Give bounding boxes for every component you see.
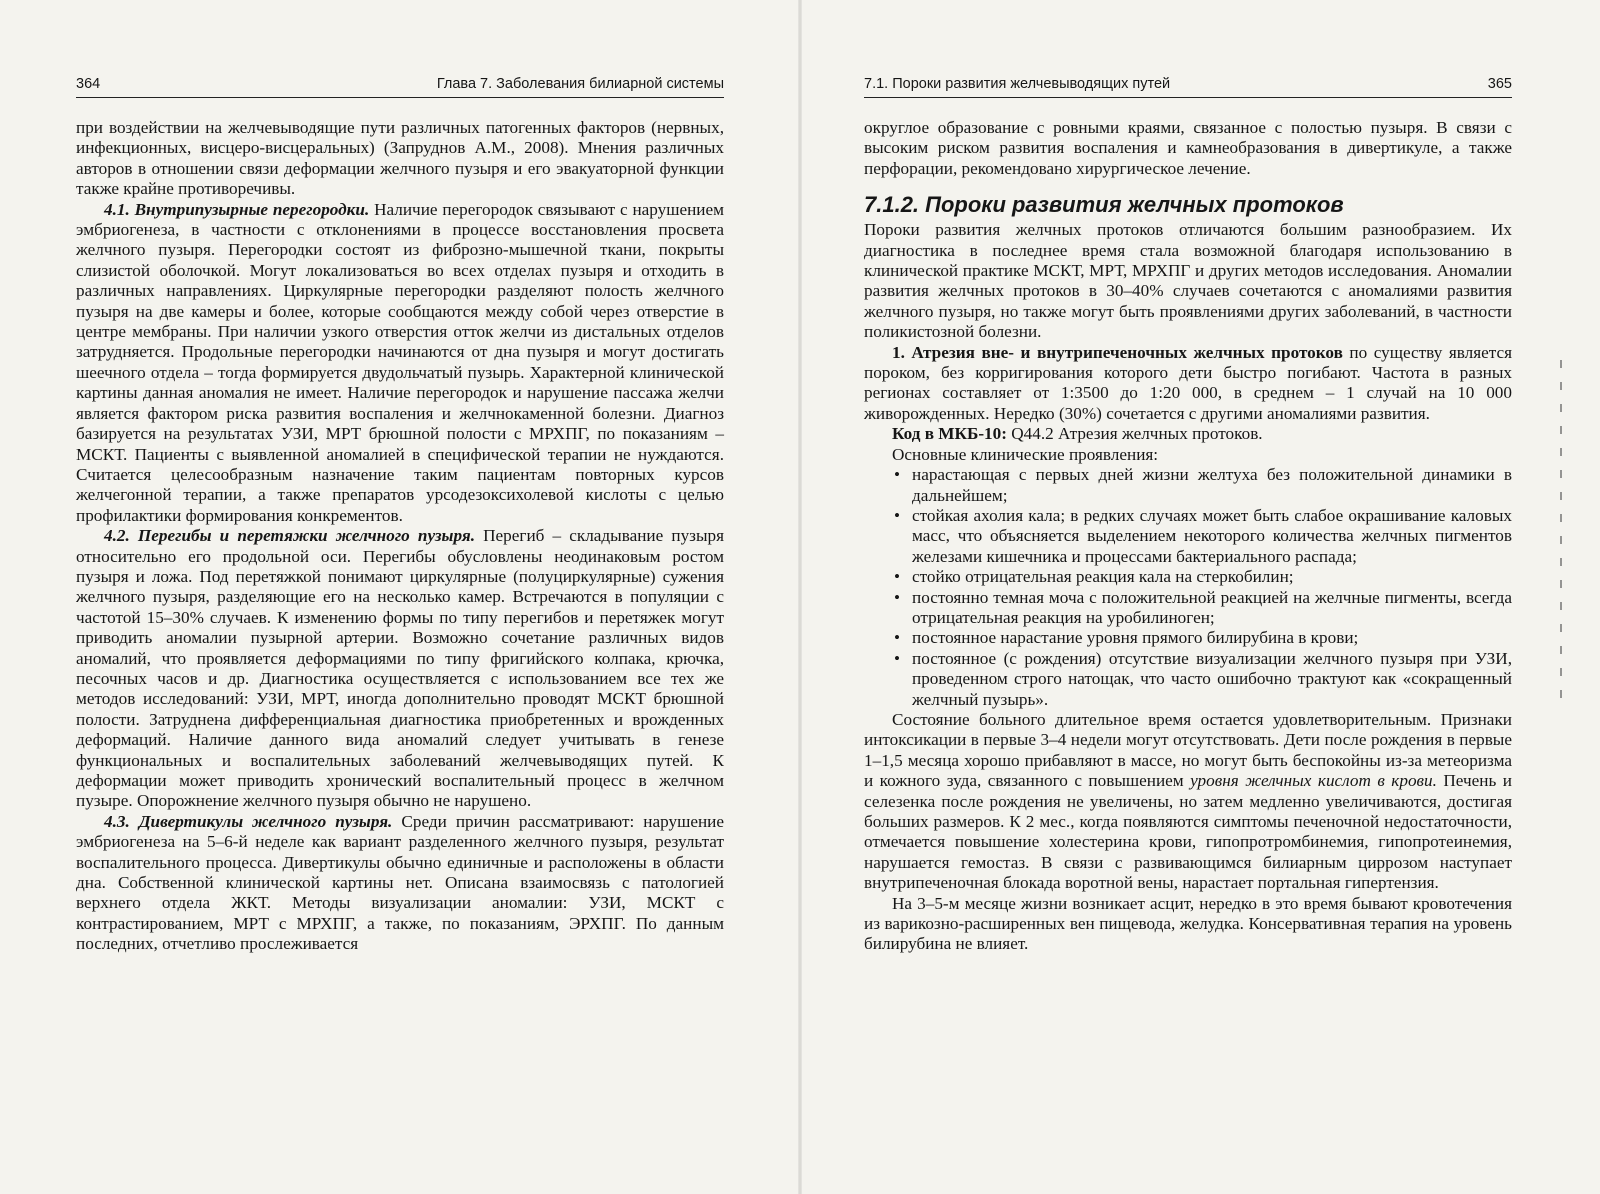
list-item-text: постоянно темная моча с положительной реакцией на желчные пигменты, всегда отрицательная реакция на уробилиноген; <box>912 587 1512 627</box>
list-item-text: стойкая ахолия кала; в редких случаях может быть слабое окрашивание каловых масс, что объясняется выделением некоторого количества желчных пигментов железами кишечника и процессами бактериального распада; <box>912 505 1512 566</box>
left-page-number: 364 <box>76 76 101 92</box>
left-page-body <box>76 118 724 955</box>
diverticula-text: Среди причин рассматривают: нарушение эмбриогенеза на 5–6-й неделе как вариант разделенного желчного пузыря, результат воспалительного процесса. Дивертикулы обычно единичные и расположены в области дна. Собственной клинической картины нет. Описана взаимосвязь с патологией верхнего отдела ЖКТ. Методы визуализации аномалии: УЗИ, МСКТ с контрастированием, МРТ с МРХПГ, а также, по показаниям, ЭРХПГ. По данным последних, отчетливо прослеживается <box>76 811 724 954</box>
icd-label: Код в МКБ-10: <box>892 424 1007 444</box>
list-item-text: стойко отрицательная реакция кала на стеркобилин; <box>912 567 1294 587</box>
continuation-paragraph: округлое образование с ровными краями, связанное с полостью пузыря. В связи с высоким риском развития воспаления и камнеобразования в дивертикуле, а также перфорации, рекомендовано хирургическое лечение. <box>864 118 1512 178</box>
septa-text: Наличие перегородок связывают с нарушением эмбриогенеза, в частности с отклонениями в процессе восстановления просвета желчного пузыря. Перегородки состоят из фиброзно-мышечной ткани, покрыты слизистой оболочкой. Могут локализоваться во всех отделах пузыря и отходить в различных направлениях. Циркулярные перегородки разделяют полость желчного пузыря на две камеры и более, которые сообщаются между собой через отверстие в центре мембраны. При наличии узкого отверстия отток желчи из дистальных отделов затрудняется. Продольные перегородки начинаются от дна пузыря и могут достигать шеечного отдела – тогда формируется двудольчатый пузырь. Характерной клинической картины данная аномалия не имеет. Наличие перегородок и нарушение пассажа желчи является фактором риска развития воспаления и желчнокаменной болезни. Диагноз базируется на результатах УЗИ, МРТ брюшной полости с МРХПГ, по показаниям – МСКТ. Пациенты с выявленной аномалией в специфической терапии не нуждаются. Считается целесообразным назначение таким пациентам повторных курсов желчегонной терапии, а также препаратов урсодезоксихолевой кислоты с целью профилактики формирования конкрементов. <box>76 199 725 525</box>
list-item <box>892 506 1512 567</box>
right-page-number: 365 <box>1487 76 1512 92</box>
patient-state-italic: уровня желчных кислот в крови. <box>1190 771 1437 791</box>
bullet-icon: • <box>894 505 901 525</box>
right-page <box>864 76 1512 955</box>
bullet-icon: • <box>894 648 901 668</box>
bullet-icon: • <box>894 628 901 648</box>
patient-state-text-b: Печень и селезенка после рождения не увеличены, но затем медленно увеличиваются, достигая больших размеров. К 2 мес., когда появляются симптомы печеночной недостаточности, отмечается повышение холестерина крови, гипопротромбинемия, гипопротеинемия, нарушается гемостаз. В связи с развивающимся билиарным циррозом наступает внутрипеченочная блокада воротной вены, нарастает портальная гипертензия. <box>864 771 1512 893</box>
list-item <box>892 465 1512 506</box>
book-gutter <box>798 0 802 1194</box>
symptom-list <box>864 465 1512 710</box>
patient-state-text-a: Состояние больного длительное время остается удовлетворительным. Признаки интоксикации в первые 3–4 недели могут отсутствовать. Дети после рождения в первые 1–1,5 месяца хорошо прибавляют в массе, но могут быть беспокойны из-за метеоризма и кожного зуда, связанного с повышением <box>864 709 1512 791</box>
kinks-paragraph <box>76 526 724 812</box>
septa-paragraph <box>76 200 724 527</box>
right-page-body <box>864 118 1512 955</box>
list-item-text: постоянное нарастание уровня прямого билирубина в крови; <box>912 628 1359 648</box>
left-page <box>76 76 724 955</box>
page-edge-mark <box>1560 360 1562 700</box>
list-item-text: нарастающая с первых дней жизни желтуха без положительной динамики в дальнейшем; <box>912 465 1512 505</box>
bullet-icon: • <box>894 567 901 587</box>
final-paragraph: На 3–5-м месяце жизни возникает асцит, нередко в это время бывают кровотечения из варикозно-расширенных вен пищевода, желудка. Консервативная терапия на уровень билирубина не влияет. <box>864 893 1512 954</box>
right-page-header <box>864 76 1512 98</box>
intro-paragraph: при воздействии на желчевыводящие пути различных патогенных факторов (нервных, инфекционных, висцеро-висцеральных) (Запруднов А.М., 2008). Мнения различных авторов в отношении связи деформации желчного пузыря и его эвакуаторной функции также крайне противоречивы. <box>76 118 724 199</box>
bullet-icon: • <box>894 465 901 485</box>
list-item <box>892 588 1512 629</box>
icd-value: Q44.2 Атрезия желчных протоков. <box>1006 424 1263 444</box>
section-heading: 7.1.2. Пороки развития желчных протоков <box>864 192 1344 218</box>
patient-state-paragraph <box>864 710 1512 894</box>
list-item-text: постоянное (с рождения) отсутствие визуализации желчного пузыря при УЗИ, проведенном строго натощак, что часто ошибочно трактуют как «сокращенный желчный пузырь». <box>912 648 1512 709</box>
left-running-title: Глава 7. Заболевания билиарной системы <box>436 76 724 92</box>
list-item <box>892 649 1512 710</box>
clinical-heading: Основные клинические проявления: <box>892 444 1159 464</box>
list-item <box>892 567 1512 587</box>
bullet-icon: • <box>894 587 901 607</box>
atresia-paragraph <box>864 343 1512 425</box>
kinks-text: Перегиб – складывание пузыря относительно его продольной оси. Перегибы обусловлены неодинаковым ростом пузыря и ложа. Под перетяжкой понимают циркулярные (полуциркулярные) сужения желчного пузыря, разделяющие его на несколько камер. Встречаются в популяции с частотой 15–30% случаев. К изменению формы по типу перегибов и перетяжек могут приводить аномалии пузырной артерии. Возможно сочетание различных видов аномалий, что проявляется деформациями по типу фригийского колпака, крючка, песочных часов и др. Диагностика осуществляется с использованием все тех же методов исследований: УЗИ, МРТ, иногда дополнительно проводят МСКТ брюшной полости. Затруднена дифференциальная диагностика приобретенных и врожденных деформаций. Наличие данного вида аномалий следует учитывать в генезе функциональных и воспалительных заболеваний желчевыводящих путей. К деформации может приводить хронический воспалительный процесс в желчном пузыре. Опорожнение желчного пузыря обычно не нарушено. <box>76 526 725 811</box>
section-intro-paragraph: Пороки развития желчных протоков отличаются большим разнообразием. Их диагностика в последнее время стала возможной благодаря использованию в клинической практике МСКТ, МРТ, МРХПГ и других методов исследования. Аномалии развития желчных протоков в 30–40% случаев сочетаются с аномалиями развития желчного пузыря, но также могут быть проявлениями других заболеваний, в частности поликистозной болезни. <box>864 220 1512 342</box>
icd-code-line <box>864 424 1512 444</box>
left-page-header <box>76 76 724 98</box>
right-running-title: 7.1. Пороки развития желчевыводящих путей <box>864 76 1171 92</box>
list-item <box>892 628 1512 648</box>
septa-subheading: 4.1. Внутрипузырные перегородки. <box>104 199 370 219</box>
atresia-text: по существу является пороком, без корригирования которого дети быстро погибают. Частота в разных регионах составляет от 1:3500 до 1:20 000, в среднем – 1 случай на 10 000 живорожденных. Нередко (30%) сочетается с другими аномалиями развития. <box>864 342 1512 423</box>
diverticula-subheading: 4.3. Дивертикулы желчного пузыря. <box>104 811 393 831</box>
atresia-subheading: 1. Атрезия вне- и внутрипеченочных желчных протоков <box>892 342 1343 362</box>
kinks-subheading: 4.2. Перегибы и перетяжки желчного пузыря. <box>104 526 475 546</box>
diverticula-paragraph <box>76 812 724 955</box>
